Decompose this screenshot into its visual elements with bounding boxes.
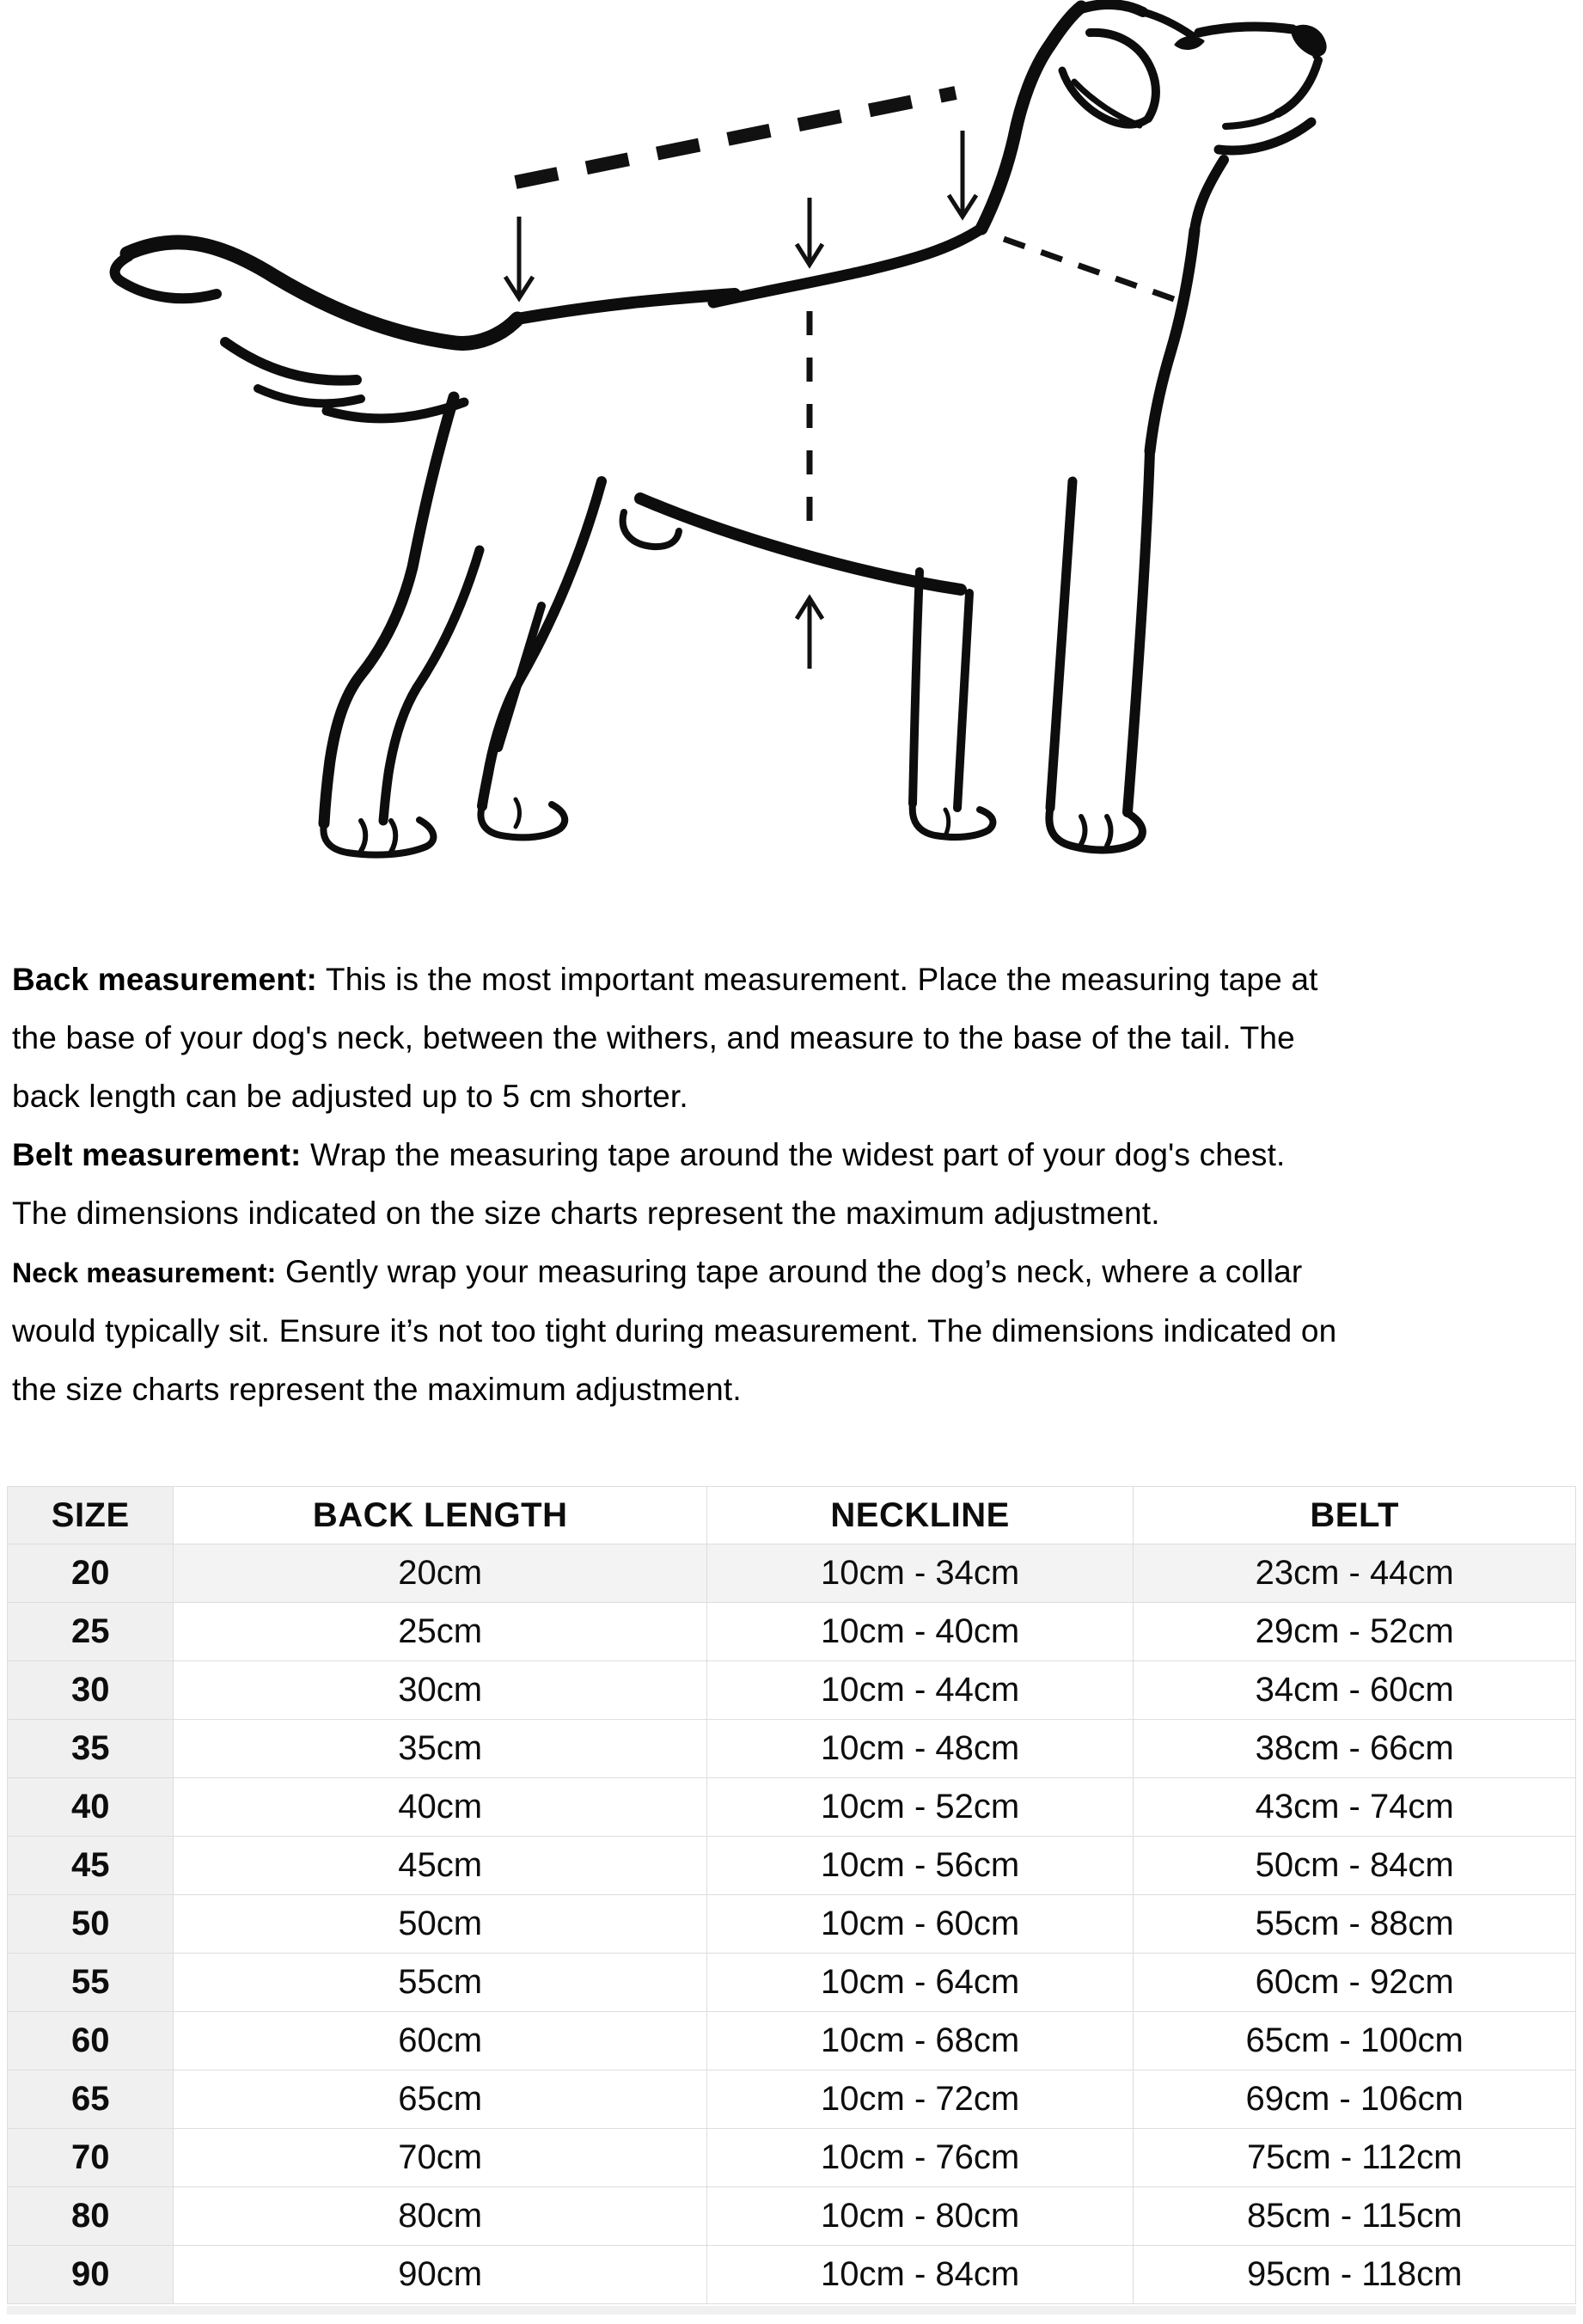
size-cell: 50 — [8, 1895, 174, 1954]
dog-figure — [0, 0, 1583, 911]
belt-cell: 50cm - 84cm — [1134, 1837, 1576, 1895]
back-length-cell: 55cm — [174, 1954, 707, 2012]
size-cell: 80 — [8, 2187, 174, 2246]
table-row — [8, 2012, 1576, 2070]
table-row — [8, 2187, 1576, 2246]
belt-up-arrow — [797, 598, 822, 669]
back-length-cell: 80cm — [174, 2187, 707, 2246]
neckline-cell: 10cm - 48cm — [706, 1720, 1133, 1778]
back-length-cell: 65cm — [174, 2070, 707, 2129]
neckline-cell: 10cm - 56cm — [706, 1837, 1133, 1895]
next-row-sliver — [7, 2306, 1576, 2315]
down-arrow-middle — [797, 198, 822, 265]
table-row — [8, 1954, 1576, 2012]
size-cell: 45 — [8, 1837, 174, 1895]
neckline-cell: 10cm - 60cm — [706, 1895, 1133, 1954]
belt-cell: 85cm - 115cm — [1134, 2187, 1576, 2246]
instruction-paragraph: Back measurement: This is the most important measurement. Place the measuring tape at the base of your dog's neck, between the withers, and measure to the base of the tail. The back length can be adjusted up to 5 cm shorter. — [12, 962, 1318, 1114]
size-cell: 20 — [8, 1544, 174, 1603]
size-chart-header-row — [8, 1487, 1576, 1544]
table-row — [8, 1720, 1576, 1778]
column-header-size: SIZE — [8, 1487, 174, 1544]
back-length-cell: 50cm — [174, 1895, 707, 1954]
size-chart-table — [7, 1486, 1576, 2304]
belt-cell: 60cm - 92cm — [1134, 1954, 1576, 2012]
neckline-cell: 10cm - 76cm — [706, 2129, 1133, 2187]
belt-cell: 29cm - 52cm — [1134, 1603, 1576, 1661]
column-header-belt: BELT — [1134, 1487, 1576, 1544]
back-length-cell: 20cm — [174, 1544, 707, 1603]
table-row — [8, 1544, 1576, 1603]
neckline-cell: 10cm - 52cm — [706, 1778, 1133, 1837]
dog-ear — [1062, 33, 1156, 125]
belt-cell: 23cm - 44cm — [1134, 1544, 1576, 1603]
down-arrow-left — [505, 217, 533, 298]
neckline-cell: 10cm - 64cm — [706, 1954, 1133, 2012]
size-cell: 40 — [8, 1778, 174, 1837]
size-cell: 60 — [8, 2012, 174, 2070]
size-cell: 65 — [8, 2070, 174, 2129]
belt-cell: 65cm - 100cm — [1134, 2012, 1576, 2070]
size-cell: 25 — [8, 1603, 174, 1661]
column-header-neckline: NECKLINE — [706, 1487, 1133, 1544]
back-length-cell: 70cm — [174, 2129, 707, 2187]
column-header-back-length: BACK LENGTH — [174, 1487, 707, 1544]
belt-cell: 55cm - 88cm — [1134, 1895, 1576, 1954]
neckline-cell: 10cm - 68cm — [706, 2012, 1133, 2070]
back-length-cell: 60cm — [174, 2012, 707, 2070]
belt-cell: 34cm - 60cm — [1134, 1661, 1576, 1720]
table-row — [8, 2070, 1576, 2129]
neckline-cell: 10cm - 84cm — [706, 2246, 1133, 2304]
instruction-lead: Belt measurement: — [12, 1137, 302, 1172]
size-chart-body — [8, 1544, 1576, 2304]
size-cell: 55 — [8, 1954, 174, 2012]
back-length-cell: 45cm — [174, 1837, 707, 1895]
table-row — [8, 1603, 1576, 1661]
dog-eye — [1176, 37, 1203, 48]
measurement-instructions — [12, 951, 1566, 1419]
neckline-cell: 10cm - 80cm — [706, 2187, 1133, 2246]
down-arrow-right — [949, 131, 976, 217]
instruction-paragraph: Neck measurement: Gently wrap your measuring tape around the dog’s neck, where a collar would typically sit. Ensure it’s not too tight during measurement. The dimensions indicated on the size charts represent the maximum adjustment. — [12, 1254, 1337, 1407]
dog-measurement-diagram — [0, 0, 1583, 911]
instruction-lead: Back measurement: — [12, 962, 318, 997]
neckline-cell: 10cm - 72cm — [706, 2070, 1133, 2129]
instruction-paragraph: Belt measurement: Wrap the measuring tape around the widest part of your dog's chest. The dimensions indicated on the size charts represent the maximum adjustment. — [12, 1137, 1286, 1231]
back-length-cell: 35cm — [174, 1720, 707, 1778]
table-row — [8, 2129, 1576, 2187]
back-length-cell: 25cm — [174, 1603, 707, 1661]
table-row — [8, 1778, 1576, 1837]
size-cell: 30 — [8, 1661, 174, 1720]
table-row — [8, 2246, 1576, 2304]
table-row — [8, 1661, 1576, 1720]
belt-cell: 75cm - 112cm — [1134, 2129, 1576, 2187]
belt-cell: 38cm - 66cm — [1134, 1720, 1576, 1778]
table-row — [8, 1895, 1576, 1954]
dog-line-art — [115, 4, 1325, 855]
belt-cell: 43cm - 74cm — [1134, 1778, 1576, 1837]
back-length-dashed-line — [516, 93, 956, 182]
measurement-guides — [505, 93, 1174, 669]
back-length-cell: 30cm — [174, 1661, 707, 1720]
neckline-cell: 10cm - 44cm — [706, 1661, 1133, 1720]
size-cell: 70 — [8, 2129, 174, 2187]
neck-dashed-line — [1004, 239, 1174, 299]
back-length-cell: 40cm — [174, 1778, 707, 1837]
belt-cell: 95cm - 118cm — [1134, 2246, 1576, 2304]
size-cell: 90 — [8, 2246, 174, 2304]
neckline-cell: 10cm - 40cm — [706, 1603, 1133, 1661]
size-cell: 35 — [8, 1720, 174, 1778]
belt-cell: 69cm - 106cm — [1134, 2070, 1576, 2129]
table-row — [8, 1837, 1576, 1895]
neckline-cell: 10cm - 34cm — [706, 1544, 1133, 1603]
back-length-cell: 90cm — [174, 2246, 707, 2304]
instruction-lead: Neck measurement: — [12, 1257, 277, 1288]
